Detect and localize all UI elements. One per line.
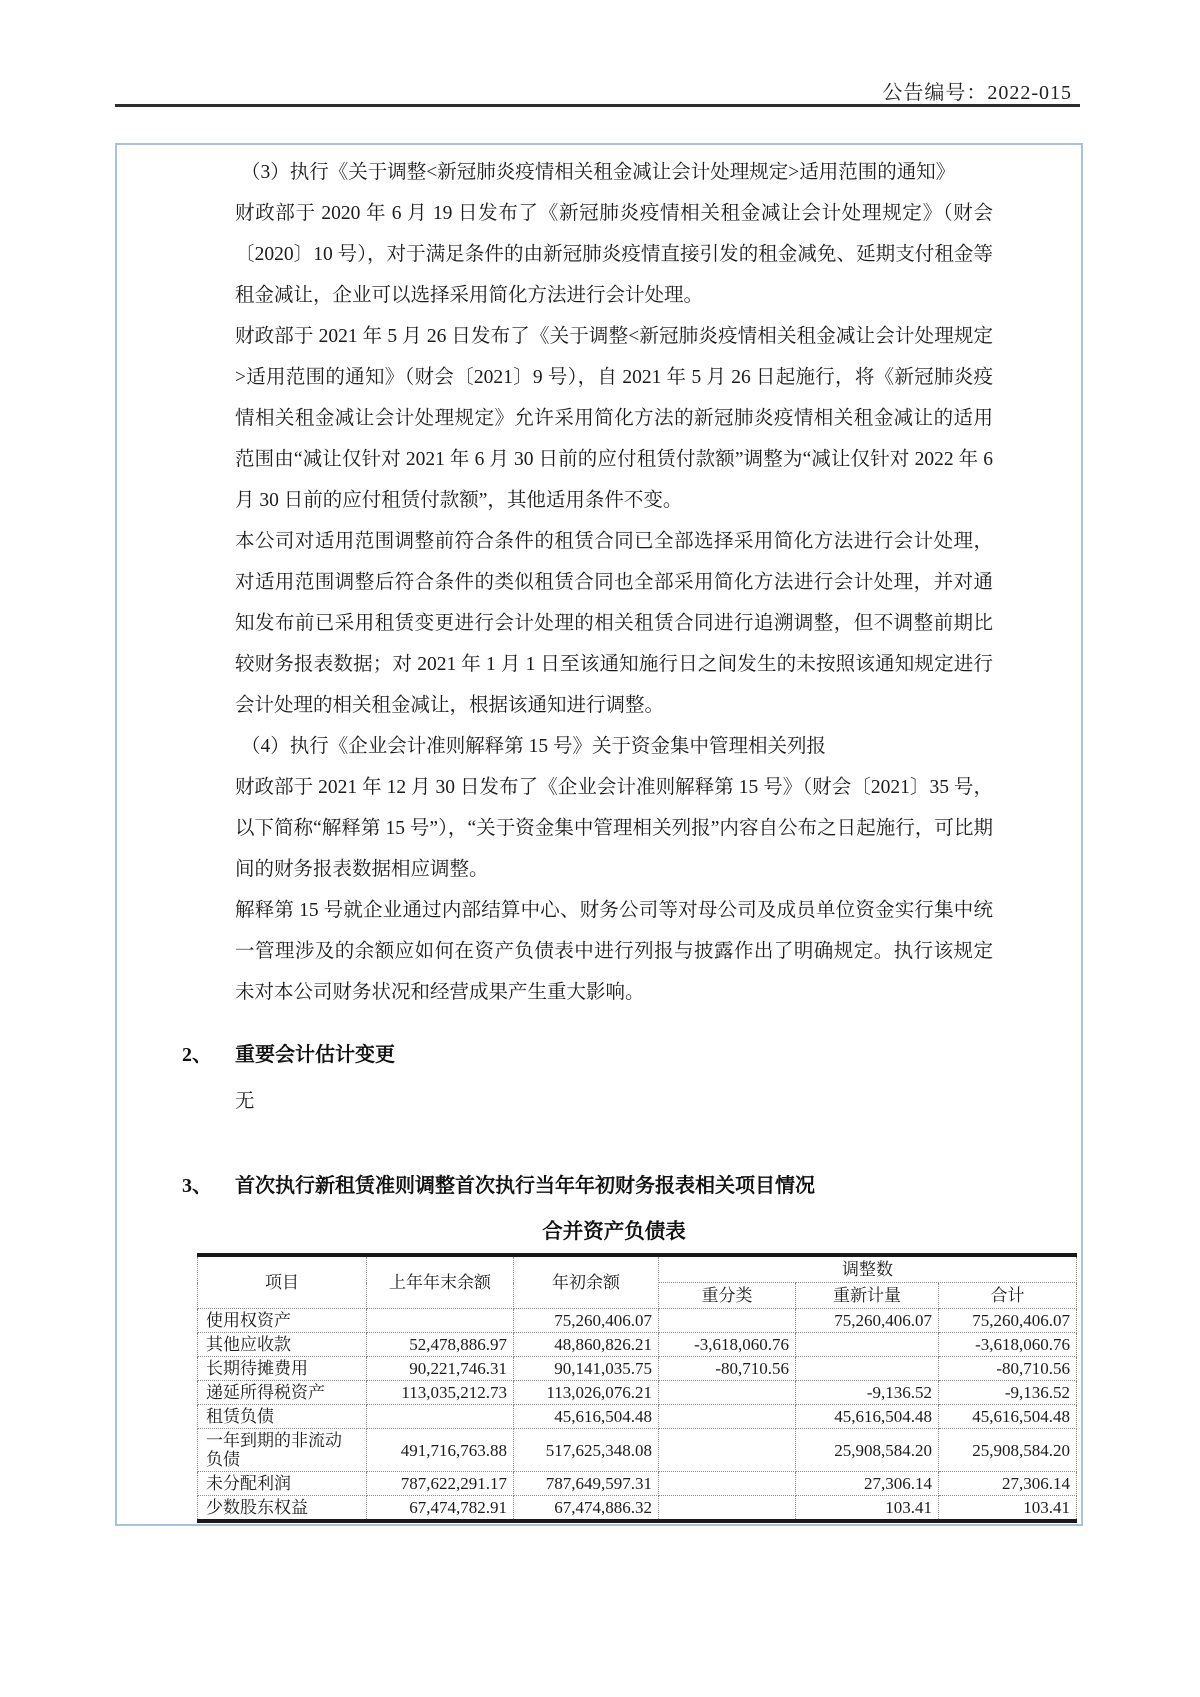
value-cell: 48,860,826.21 [514, 1333, 659, 1357]
paragraph: 财政部于 2020 年 6 月 19 日发布了《新冠肺炎疫情相关租金减让会计处理规定》（财会〔2020〕10 号），对于满足条件的由新冠肺炎疫情直接引发的租金减免、延期支付租金等租金减让，企业可以选择采用简化方法进行会计处理。 [235, 203, 993, 306]
value-cell: 75,260,406.07 [514, 1309, 659, 1333]
value-cell: 25,908,584.20 [796, 1429, 939, 1472]
value-cell: 103.41 [939, 1496, 1077, 1522]
content-box [115, 143, 1083, 1526]
table-row [198, 1357, 1077, 1381]
section-2-title: 重要会计估计变更 [235, 1044, 395, 1066]
header-rule [115, 104, 1080, 107]
section-3-heading [182, 1170, 993, 1202]
section-3-title: 首次执行新租赁准则调整首次执行当年年初财务报表相关项目情况 [235, 1175, 815, 1197]
row-label-cell: 少数股东权益 [198, 1496, 367, 1522]
balance-sheet-table [197, 1253, 1077, 1523]
col-header-item: 项目 [198, 1255, 367, 1309]
col-header-total: 合计 [939, 1283, 1077, 1309]
row-label-cell: 其他应收款 [198, 1333, 367, 1357]
value-cell: 27,306.14 [939, 1472, 1077, 1496]
value-cell: 45,616,504.48 [514, 1405, 659, 1429]
value-cell: 67,474,886.32 [514, 1496, 659, 1522]
section-3-number: 3、 [182, 1175, 212, 1197]
row-label-cell: 长期待摊费用 [198, 1357, 367, 1381]
value-cell [659, 1472, 796, 1496]
value-cell: -9,136.52 [796, 1381, 939, 1405]
table-row [198, 1472, 1077, 1496]
table-row [198, 1496, 1077, 1522]
value-cell [796, 1333, 939, 1357]
value-cell: 67,474,782.91 [367, 1496, 514, 1522]
col-header-reclass: 重分类 [659, 1283, 796, 1309]
value-cell: 113,026,076.21 [514, 1381, 659, 1405]
col-header-year-begin: 年初余额 [514, 1255, 659, 1309]
table-row [198, 1429, 1077, 1472]
section-2-body: 无 [235, 1091, 255, 1112]
value-cell: 45,616,504.48 [796, 1405, 939, 1429]
value-cell [659, 1496, 796, 1522]
announcement-number: 公告编号：2022-015 [882, 82, 1072, 104]
row-label-cell: 租赁负债 [198, 1405, 367, 1429]
table-header-row-1 [198, 1255, 1077, 1283]
section-2-heading [182, 1039, 993, 1071]
row-label-cell: 递延所得税资产 [198, 1381, 367, 1405]
paragraph: 解释第 15 号就企业通过内部结算中心、财务公司等对母公司及成员单位资金实行集中统一管理涉及的余额应如何在资产负债表中进行列报与披露作出了明确规定。执行该规定未对本公司财务状况和经营成果产生重大影响。 [235, 900, 993, 1003]
value-cell: 90,141,035.75 [514, 1357, 659, 1381]
value-cell: -80,710.56 [939, 1357, 1077, 1381]
value-cell: 75,260,406.07 [796, 1309, 939, 1333]
value-cell: 787,622,291.17 [367, 1472, 514, 1496]
table-row [198, 1381, 1077, 1405]
value-cell [659, 1429, 796, 1472]
value-cell: 25,908,584.20 [939, 1429, 1077, 1472]
paragraph: 财政部于 2021 年 12 月 30 日发布了《企业会计准则解释第 15 号》（财会〔2021〕35 号，以下简称“解释第 15 号”），“关于资金集中管理相关列报”内容自公布之日起施行，可比期间的财务报表数据相应调整。 [235, 777, 993, 880]
document-body [182, 152, 1071, 1523]
value-cell: 787,649,597.31 [514, 1472, 659, 1496]
col-header-remeasure: 重新计量 [796, 1283, 939, 1309]
paragraph: 财政部于 2021 年 5 月 26 日发布了《关于调整<新冠肺炎疫情相关租金减让会计处理规定>适用范围的通知》（财会〔2021〕9 号），自 2021 年 5 月 26 日起施行，将《新冠肺炎疫情相关租金减让会计处理规定》允许采用简化方法的新冠肺炎疫情相关租金减让的适用范围由“减让仅针对 2021 年 6 月 30 日前的应付租赁付款额”调整为“减让仅针对 2022 年 6 月 30 日前的应付租赁付款额”，其他适用条件不变。 [235, 326, 993, 511]
value-cell: -3,618,060.76 [939, 1333, 1077, 1357]
row-label-cell: 一年到期的非流动负债 [198, 1429, 367, 1472]
value-cell [367, 1309, 514, 1333]
value-cell: 45,616,504.48 [939, 1405, 1077, 1429]
value-cell: -80,710.56 [659, 1357, 796, 1381]
value-cell [659, 1309, 796, 1333]
row-label-cell: 使用权资产 [198, 1309, 367, 1333]
value-cell: 113,035,212.73 [367, 1381, 514, 1405]
value-cell: 75,260,406.07 [939, 1309, 1077, 1333]
section-2-number: 2、 [182, 1044, 212, 1066]
paragraph: （4）执行《企业会计准则解释第 15 号》关于资金集中管理相关列报 [241, 736, 827, 757]
table-title: 合并资产负债表 [542, 1221, 686, 1243]
paragraph: 本公司对适用范围调整前符合条件的租赁合同已全部选择采用简化方法进行会计处理，对适用范围调整后符合条件的类似租赁合同也全部采用简化方法进行会计处理，并对通知发布前已采用租赁变更进行会计处理的相关租赁合同进行追溯调整，但不调整前期比较财务报表数据；对 2021 年 1 月 1 日至该通知施行日之间发生的未按照该通知规定进行会计处理的相关租金减让，根据该通知进行调整。 [235, 531, 993, 716]
balance-sheet-body [198, 1309, 1077, 1522]
value-cell: 517,625,348.08 [514, 1429, 659, 1472]
value-cell: -9,136.52 [939, 1381, 1077, 1405]
value-cell: 27,306.14 [796, 1472, 939, 1496]
col-header-prev-year-end: 上年年末余额 [367, 1255, 514, 1309]
value-cell: -3,618,060.76 [659, 1333, 796, 1357]
paragraph: （3）执行《关于调整<新冠肺炎疫情相关租金减让会计处理规定>适用范围的通知》 [241, 162, 956, 183]
table-row [198, 1309, 1077, 1333]
value-cell [659, 1405, 796, 1429]
value-cell: 90,221,746.31 [367, 1357, 514, 1381]
value-cell [796, 1357, 939, 1381]
row-label-cell: 未分配利润 [198, 1472, 367, 1496]
table-row [198, 1333, 1077, 1357]
value-cell [367, 1405, 514, 1429]
table-row [198, 1405, 1077, 1429]
value-cell: 491,716,763.88 [367, 1429, 514, 1472]
value-cell: 103.41 [796, 1496, 939, 1522]
value-cell [659, 1381, 796, 1405]
value-cell: 52,478,886.97 [367, 1333, 514, 1357]
col-header-adjustment: 调整数 [659, 1255, 1077, 1283]
